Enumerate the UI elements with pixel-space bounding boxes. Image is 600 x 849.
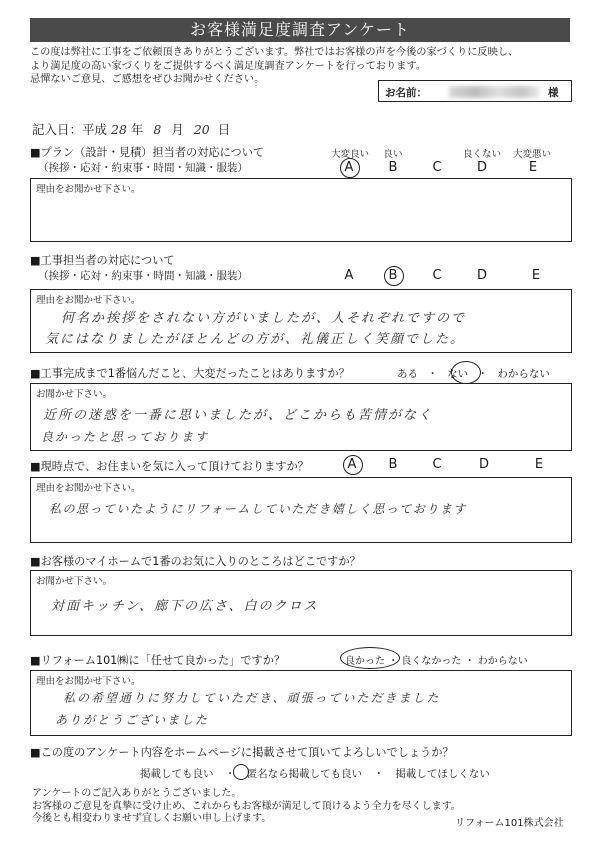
intro-line: 忌憚ないご意見、ご感想をぜひお聞かせください。 <box>30 74 265 85</box>
closing-line: お客様のご意見を真摯に受け止め、これからもお客様が満足して頂けるよう全力を尽くします。 <box>32 800 461 812</box>
date-label: 記入日：平成 <box>32 122 108 137</box>
q2-reason-label: 理由をお聞かせ下さい。 <box>36 295 141 306</box>
q5-title: ■お客様のマイホームで1番のお気に入りのところはどこですか？ <box>30 555 361 568</box>
q3-answer-line: 良かったと思っております <box>41 430 210 444</box>
q6-answer-line: ありがとうございました <box>55 713 210 727</box>
q2-answer-line: 気にはなりましたがほとんどの方が、礼儀正しく笑顔でした。 <box>45 332 466 347</box>
q4-option-c[interactable]: C <box>432 457 442 472</box>
name-label: お名前： <box>385 87 427 99</box>
q3-option-yes[interactable]: ある <box>397 368 418 380</box>
q7-selected-circle <box>233 764 249 780</box>
q4-selected-circle <box>343 455 363 475</box>
q1-selected-circle <box>340 158 360 178</box>
q3-option-unknown[interactable]: わからない <box>497 368 550 380</box>
redacted-name <box>449 86 539 98</box>
q1-rating-scale[interactable] <box>0 160 600 176</box>
q3-option-no[interactable]: ない <box>447 368 469 380</box>
q4-option-d[interactable]: D <box>478 457 490 472</box>
q1-subtitle: （挨拶・応対・約束事・時間・知識・服装） <box>38 162 248 174</box>
scale-label-d: 良くない <box>462 149 502 160</box>
q1-title: ■プラン（設計・見積）担当者の対応について <box>30 146 265 159</box>
intro-line: この度は弊社に工事をご依頼頂きありがとうございます。弊社ではお客様の声を今後の家づくりに反映し、 <box>30 47 519 58</box>
q6-answer-line: 私の希望通りに努力していただき、頑張っていただきました <box>63 691 441 705</box>
q2-option-b[interactable]: B <box>388 268 398 283</box>
q3-options[interactable]: ある ・ ない ・ わからない <box>397 368 550 380</box>
q3-reason-label: お聞かせ下さい。 <box>36 389 113 400</box>
q6-selected-circle <box>340 647 400 669</box>
q3-answer-line: 近所の迷惑を一番に思いましたが、どこからも苦情がなく <box>43 408 434 423</box>
q6-reason-label: 理由をお聞かせ下さい。 <box>36 676 141 687</box>
q2-option-d[interactable]: D <box>476 268 488 283</box>
date-row <box>32 120 230 138</box>
q2-option-a[interactable]: A <box>344 268 354 283</box>
q7-option-anonymous[interactable]: 匿名なら掲載しても良い <box>246 768 363 780</box>
q2-selected-circle <box>384 266 404 286</box>
q1-option-e[interactable]: E <box>528 160 538 175</box>
q2-option-e[interactable]: E <box>531 268 541 283</box>
q2-option-c[interactable]: C <box>432 268 442 283</box>
q7-options[interactable]: 掲載しても良い ・ 匿名なら掲載しても良い ・ 掲載してほしくない <box>140 768 490 780</box>
q1-answer-box[interactable] <box>30 178 572 242</box>
closing-line: 今後とも相変わりませず宜しくお願い申し上げます。 <box>32 813 272 824</box>
q1-option-b[interactable]: B <box>388 160 398 175</box>
q7-title: ■この度のアンケート内容をホームページに掲載させて頂いてよろしいでしょうか？ <box>30 746 454 759</box>
q6-options[interactable]: 良かった ・ 良くなかった ・ わからない <box>345 656 528 667</box>
q3-selected-circle <box>451 361 481 384</box>
q1-option-a[interactable]: A <box>344 160 354 175</box>
q1-option-c[interactable]: C <box>432 160 442 175</box>
date-day: 20 <box>193 122 210 137</box>
q5-answer-line: 対面キッチン、廊下の広さ、白のクロス <box>51 599 319 614</box>
scale-label-b: 良い <box>383 149 403 160</box>
date-month: 8 <box>153 122 162 137</box>
q4-title: ■現時点で、お住まいを気に入って頂けておりますか？ <box>30 460 309 473</box>
q4-reason-label: 理由をお聞かせ下さい。 <box>36 483 141 494</box>
q1-reason-label: 理由をお聞かせ下さい。 <box>36 184 141 195</box>
date-month-unit: 月 <box>171 122 184 137</box>
scale-label-a: 大変良い <box>330 149 370 160</box>
date-year: 28 <box>111 122 127 137</box>
q4-answer-line: 私の思っていたようにリフォームしていただき嬉しく思っております <box>49 502 467 516</box>
q4-option-e[interactable]: E <box>534 457 544 472</box>
q6-option-good[interactable]: 良かった <box>345 656 385 667</box>
q6-answer-box[interactable] <box>30 670 572 736</box>
q6-option-bad[interactable]: 良くなかった <box>401 656 462 667</box>
q2-answer-line: 何名か挨拶をされない方がいましたが、人それぞれですので <box>61 311 467 326</box>
q4-option-b[interactable]: B <box>388 457 398 472</box>
q5-reason-label: お聞かせ下さい。 <box>36 576 113 587</box>
q2-answer-box[interactable] <box>30 289 572 353</box>
q1-scale-header <box>0 146 600 158</box>
q4-rating-scale[interactable] <box>0 457 600 473</box>
q3-title: ■工事完成まで1番悩んだこと、大変だったことはありますか？ <box>30 367 350 380</box>
intro-line: より満足度の高い家づくりをご提供するべく満足度調査アンケートを行っております。 <box>30 60 426 72</box>
q6-option-unknown[interactable]: わからない <box>477 656 528 667</box>
q2-title: ■工事担当者の対応について <box>30 254 175 267</box>
q4-answer-box[interactable] <box>30 477 572 543</box>
survey-title: お客様満足度調査アンケート <box>30 18 570 42</box>
q1-option-d[interactable]: D <box>476 160 488 175</box>
scale-label-e: 大変悪い <box>512 149 552 160</box>
date-year-unit: 年 <box>130 122 144 137</box>
q2-rating-scale[interactable] <box>0 268 600 284</box>
company-name: リフォーム101株式会社 <box>455 818 564 829</box>
q3-answer-box[interactable] <box>30 383 572 451</box>
q7-option-ok[interactable]: 掲載しても良い <box>140 768 214 780</box>
q5-answer-box[interactable] <box>30 570 572 636</box>
q2-subtitle: （挨拶・応対・約束事・時間・知識・服装） <box>38 270 248 282</box>
name-suffix: 様 <box>548 87 559 99</box>
date-day-unit: 日 <box>217 122 231 137</box>
q7-option-no[interactable]: 掲載してほしくない <box>395 768 490 780</box>
q6-title: ■リフォーム101㈱に「任せて良かった」ですか？ <box>30 654 286 667</box>
q4-option-a[interactable]: A <box>347 457 357 472</box>
closing-line: アンケートのご記入ありがとうございました。 <box>32 788 242 799</box>
name-field[interactable] <box>378 80 572 102</box>
